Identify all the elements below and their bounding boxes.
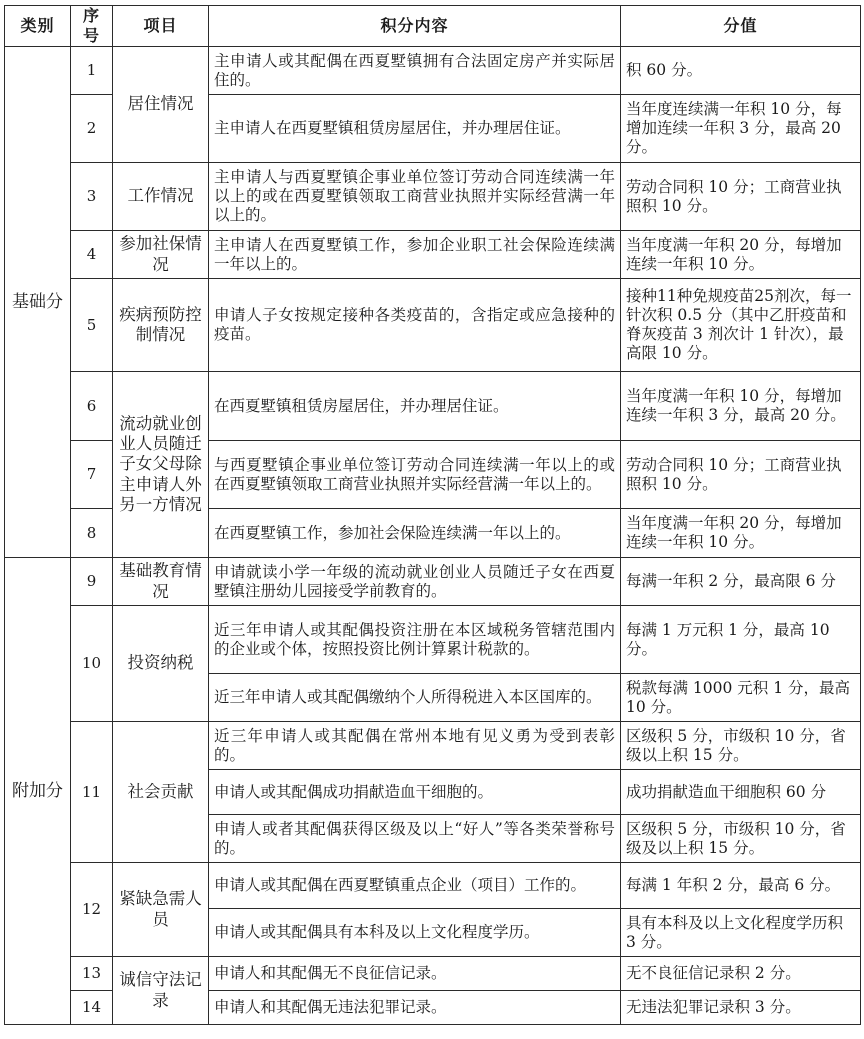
row-score: 无违法犯罪记录积 3 分。 xyxy=(621,991,861,1025)
row-seq: 7 xyxy=(71,441,113,509)
header-score: 分值 xyxy=(621,6,861,47)
row-seq: 10 xyxy=(71,606,113,722)
item-disease-prevention: 疾病预防控制情况 xyxy=(113,279,209,372)
row-score: 区级积 5 分，市级积 10 分，省级及以上积 15 分。 xyxy=(621,815,861,863)
row-score: 税款每满 1000 元积 1 分，最高 10 分。 xyxy=(621,674,861,722)
table-row xyxy=(5,606,861,674)
row-seq: 11 xyxy=(71,722,113,863)
row-seq: 9 xyxy=(71,558,113,606)
row-score: 每满 1 万元积 1 分，最高 10 分。 xyxy=(621,606,861,674)
row-score: 当年度满一年积 20 分，每增加连续一年积 10 分。 xyxy=(621,509,861,558)
row-score: 当年度满一年积 10 分，每增加连续一年积 3 分，最高 20 分。 xyxy=(621,372,861,441)
row-score: 劳动合同积 10 分；工商营业执照积 10 分。 xyxy=(621,441,861,509)
row-content: 主申请人在西夏墅镇工作，参加企业职工社会保险连续满一年以上的。 xyxy=(209,231,621,279)
row-content: 申请人或其配偶成功捐献造血干细胞的。 xyxy=(209,770,621,815)
row-score: 积 60 分。 xyxy=(621,47,861,95)
row-seq: 13 xyxy=(71,957,113,991)
points-table xyxy=(4,5,861,1025)
item-residence: 居住情况 xyxy=(113,47,209,163)
row-seq: 8 xyxy=(71,509,113,558)
header-item: 项目 xyxy=(113,6,209,47)
header-content: 积分内容 xyxy=(209,6,621,47)
row-seq: 6 xyxy=(71,372,113,441)
row-content: 申请人和其配偶无违法犯罪记录。 xyxy=(209,991,621,1025)
row-seq: 12 xyxy=(71,863,113,957)
row-seq: 1 xyxy=(71,47,113,95)
row-content: 主申请人在西夏墅镇租赁房屋居住，并办理居住证。 xyxy=(209,95,621,163)
table-row xyxy=(5,372,861,441)
header-category: 类别 xyxy=(5,6,71,47)
row-score: 区级积 5 分，市级积 10 分，省级以上积 15 分。 xyxy=(621,722,861,770)
row-seq: 2 xyxy=(71,95,113,163)
item-education: 基础教育情况 xyxy=(113,558,209,606)
table-row xyxy=(5,722,861,770)
row-score: 接种11种免规疫苗25剂次，每一针次积 0.5 分（其中乙肝疫苗和脊灰疫苗 3 剂次计 1 针次），最高限 10 分。 xyxy=(621,279,861,372)
table-row xyxy=(5,558,861,606)
item-talent: 紧缺急需人员 xyxy=(113,863,209,957)
row-seq: 4 xyxy=(71,231,113,279)
table-row xyxy=(5,47,861,95)
table-row xyxy=(5,863,861,909)
category-basic: 基础分 xyxy=(5,47,71,558)
row-content: 与西夏墅镇企事业单位签订劳动合同连续满一年以上的或在西夏墅镇领取工商营业执照并实际经营满一年以上的。 xyxy=(209,441,621,509)
row-score: 成功捐献造血干细胞积 60 分 xyxy=(621,770,861,815)
row-content: 主申请人或其配偶在西夏墅镇拥有合法固定房产并实际居住的。 xyxy=(209,47,621,95)
row-content: 申请人或其配偶具有本科及以上文化程度学历。 xyxy=(209,909,621,957)
item-family: 流动就业创业人员随迁子女父母除主申请人外另一方情况 xyxy=(113,372,209,558)
row-seq: 3 xyxy=(71,163,113,231)
table-row xyxy=(5,279,861,372)
item-integrity: 诚信守法记录 xyxy=(113,957,209,1025)
row-content: 申请人或其配偶在西夏墅镇重点企业（项目）工作的。 xyxy=(209,863,621,909)
table-row xyxy=(5,957,861,991)
row-score: 劳动合同积 10 分；工商营业执照积 10 分。 xyxy=(621,163,861,231)
row-content: 近三年申请人或其配偶缴纳个人所得税进入本区国库的。 xyxy=(209,674,621,722)
category-additional: 附加分 xyxy=(5,558,71,1025)
row-seq: 5 xyxy=(71,279,113,372)
header-seq: 序号 xyxy=(71,6,113,47)
row-score: 每满 1 年积 2 分，最高 6 分。 xyxy=(621,863,861,909)
row-score: 当年度满一年积 20 分，每增加连续一年积 10 分。 xyxy=(621,231,861,279)
row-score: 每满一年积 2 分，最高限 6 分 xyxy=(621,558,861,606)
row-content: 在西夏墅镇工作，参加社会保险连续满一年以上的。 xyxy=(209,509,621,558)
row-content: 申请人或者其配偶获得区级及以上“好人”等各类荣誉称号的。 xyxy=(209,815,621,863)
table-row xyxy=(5,231,861,279)
row-seq: 14 xyxy=(71,991,113,1025)
row-content: 近三年申请人或其配偶在常州本地有见义勇为受到表彰的。 xyxy=(209,722,621,770)
item-investment: 投资纳税 xyxy=(113,606,209,722)
item-social-insurance: 参加社保情况 xyxy=(113,231,209,279)
row-score: 具有本科及以上文化程度学历积 3 分。 xyxy=(621,909,861,957)
item-contribution: 社会贡献 xyxy=(113,722,209,863)
row-score: 无不良征信记录积 2 分。 xyxy=(621,957,861,991)
row-content: 申请人和其配偶无不良征信记录。 xyxy=(209,957,621,991)
row-content: 申请人子女按规定接种各类疫苗的，含指定或应急接种的疫苗。 xyxy=(209,279,621,372)
row-content: 主申请人与西夏墅镇企事业单位签订劳动合同连续满一年以上的或在西夏墅镇领取工商营业执照并实际经营满一年以上的。 xyxy=(209,163,621,231)
table-row xyxy=(5,163,861,231)
row-score: 当年度连续满一年积 10 分，每增加连续一年积 3 分，最高 20 分。 xyxy=(621,95,861,163)
row-content: 在西夏墅镇租赁房屋居住，并办理居住证。 xyxy=(209,372,621,441)
header-row xyxy=(5,6,861,47)
row-content: 近三年申请人或其配偶投资注册在本区域税务管辖范围内的企业或个体，按照投资比例计算累计税款的。 xyxy=(209,606,621,674)
item-work: 工作情况 xyxy=(113,163,209,231)
row-content: 申请就读小学一年级的流动就业创业人员随迁子女在西夏墅镇注册幼儿园接受学前教育的。 xyxy=(209,558,621,606)
